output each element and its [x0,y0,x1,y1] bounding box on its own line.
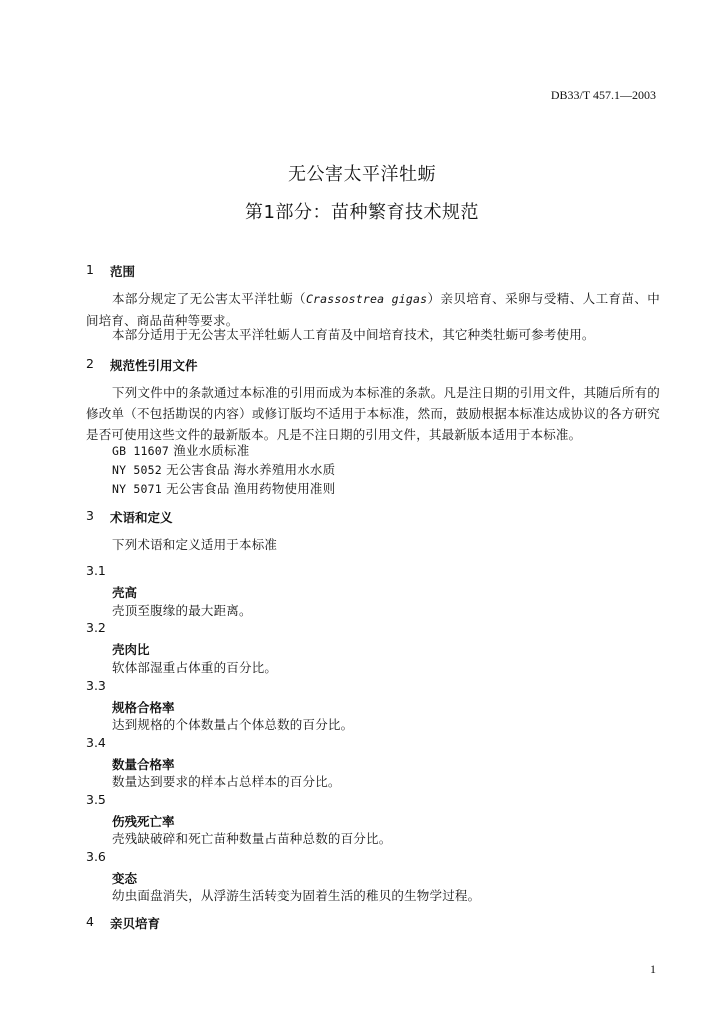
section-number: 3 [86,508,94,523]
terms-intro: 下列术语和定义适用于本标准 [112,537,278,552]
term-definition: 数量达到要求的样本占总样本的百分比。 [112,774,341,789]
section-number: 1 [86,262,94,277]
scope-paragraph-2: 本部分适用于无公害太平洋牡蛎人工育苗及中间培育技术，其它种类牡蛎可参考使用。 [112,327,595,342]
term-definition: 壳残缺破碎和死亡苗种数量占苗种总数的百分比。 [112,831,392,846]
term-number: 3.6 [86,849,106,864]
term-definition: 达到规格的个体数量占个体总数的百分比。 [112,717,354,732]
reference-item: NY 5071 无公害食品 渔用药物使用准则 [112,481,336,496]
scope-paragraph-1: 本部分规定了无公害太平洋牡蛎（Crassostrea gigas）亲贝培育、采卵与受精、人工育苗、中间培育、商品苗种等要求。 [86,291,660,328]
main-title: 无公害太平洋牡蛎 [288,164,436,185]
section-number: 4 [86,914,94,929]
term-number: 3.1 [86,563,106,578]
term-number: 3.2 [86,620,106,635]
term-title: 壳高 [112,585,138,600]
term-title: 变态 [112,871,138,886]
term-number: 3.3 [86,678,106,693]
document-code: DB33/T 457.1—2003 [550,88,656,102]
section-heading: 范围 [110,264,136,279]
section-number: 2 [86,356,94,371]
term-title: 壳肉比 [112,642,150,657]
term-title: 数量合格率 [112,757,175,772]
sub-title: 第1部分：苗种繁育技术规范 [245,202,479,223]
term-number: 3.5 [86,792,106,807]
normative-paragraph: 下列文件中的条款通过本标准的引用而成为本标准的条款。凡是注日期的引用文件，其随后所有的修改单（不包括勘误的内容）或修订版均不适用于本标准，然而，鼓励根据本标准达成协议的各方研究是否可使用这些文件的最新版本。凡是不注日期的引用文件，其最新版本适用于本标准。 [86,385,660,442]
reference-item: GB 11607 渔业水质标准 [112,443,250,458]
latin-name: Crassostrea gigas [305,292,428,306]
section-heading: 术语和定义 [110,510,173,525]
term-title: 伤残死亡率 [112,814,175,829]
term-number: 3.4 [86,735,106,750]
term-definition: 幼虫面盘消失，从浮游生活转变为固着生活的稚贝的生物学过程。 [112,888,481,903]
section-heading: 规范性引用文件 [110,358,198,373]
term-title: 规格合格率 [112,700,175,715]
term-definition: 软体部湿重占体重的百分比。 [112,660,278,675]
reference-item: NY 5052 无公害食品 海水养殖用水水质 [112,462,336,477]
page-number: 1 [650,962,656,976]
section-heading: 亲贝培育 [110,916,161,931]
term-definition: 壳顶至腹缘的最大距离。 [112,603,252,618]
